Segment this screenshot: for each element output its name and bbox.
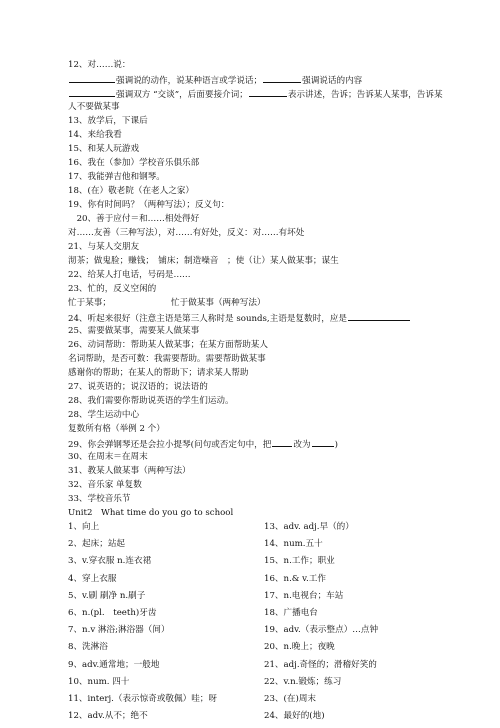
item-30: 30、在周末＝在周末 [68, 452, 148, 462]
item-25: 25、需要做某事，需要某人做某事 [68, 326, 200, 336]
fill-blank[interactable] [312, 438, 334, 447]
vocab-item: 11、interj.（表示惊奇或敬佩）哇；呀 [68, 693, 217, 704]
fill-blank[interactable] [272, 438, 292, 447]
item-20-continued: 对……友善（三种写法），对……有好处，反义：对……有坏处 [68, 228, 305, 238]
item-17: 17、我能弹吉他和钢琴。 [68, 172, 165, 182]
vocab-item: 19、adv.（表示整点）…点钟 [264, 625, 379, 636]
item-16: 16、我在（参加）学校音乐俱乐部 [68, 158, 200, 168]
item-33: 33、学校音乐节 [68, 494, 131, 504]
change-to: 改为 [293, 440, 311, 450]
fill-blank[interactable] [263, 74, 301, 83]
busy-with-something: 忙于某事； [68, 298, 111, 308]
vocab-item: 3、v.穿衣服 n.连衣裙 [68, 556, 152, 567]
sounds-note: 24、听起来很好（注意主语是第三人称时是 sounds,主语是复数时，应是 [68, 314, 347, 324]
vocab-item: 20、n.晚上；夜晚 [264, 642, 335, 653]
item-20: 20、善于应付＝和……相处得好 [68, 214, 200, 224]
fill-blank[interactable] [249, 88, 287, 97]
item-26-phrases: 感谢你的帮助；在某人的帮助下；请求某人帮助 [68, 368, 249, 378]
plural-possessive: 复数所有格（举例 2 个） [68, 424, 165, 434]
vocab-right-column [264, 522, 378, 728]
close-paren: ) [334, 440, 338, 450]
item-12-title: 12、对……说： [68, 60, 131, 70]
vocab-item: 2、起床；站起 [68, 539, 126, 550]
item-12-continued: 人不要做某事 [68, 102, 120, 112]
vocab-item: 1、向上 [68, 522, 100, 532]
help-noun-text: 名词帮助，是否可数：我需要帮助。需要帮助做某事 [68, 354, 266, 364]
vocab-item: 13、adv. adj.早（的） [264, 522, 354, 532]
item-28: 28、我们需要你帮助说英语的学生们运动。 [68, 396, 234, 406]
item-13: 13、放学后，下课后 [68, 116, 148, 126]
vocab-item: 22、v.n.锻炼；练习 [264, 676, 342, 687]
vocab-item: 16、n.& v.工作 [264, 573, 326, 584]
item-26: 26、动词帮助：帮助某人做某事；在某方面帮助某人 [68, 340, 268, 350]
vocab-item: 10、num. 四十 [68, 676, 130, 687]
item-18: 18、(在）敬老院（在老人之家） [68, 186, 195, 196]
item-26-noun [68, 354, 266, 365]
item-21: 21、与某人交朋友 [68, 242, 140, 252]
item-15: 15、和某人玩游戏 [68, 144, 140, 154]
talk-note: 强调双方 “交谈”，后面要接介词； [116, 90, 248, 100]
vocab-item: 14、num.五十 [264, 539, 323, 550]
item-32: 32、音乐家 单复数 [68, 480, 142, 490]
vocab-item: 8、洗淋浴 [68, 642, 108, 653]
vocab-item: 5、v.刷 刷净 n.刷子 [68, 590, 146, 601]
item-27: 27、说英语的；说汉语的；说法语的 [68, 382, 208, 392]
item-31: 31、教某人做某事（两种写法） [68, 466, 191, 476]
vocab-left-column [68, 522, 217, 728]
item-22: 22、给某人打电话，号码是…… [68, 270, 191, 280]
speak-note: 强调说的动作，说某种语言或学说话； [116, 76, 263, 86]
vocab-item: 6、n.(pl. teeth)牙齿 [68, 607, 157, 618]
piano-violin-note: 29、你会弹钢琴还是会拉小提琴(问句或否定句中，把 [68, 440, 272, 450]
item-23: 23、忙的，反义空闲的 [68, 284, 157, 294]
item-24 [68, 312, 411, 325]
item-12-talk-tell-line [68, 88, 443, 101]
item-19: 19、你有时间吗？（两种写法）；反义句： [68, 200, 230, 210]
vocab-item: 21、adj.奇怪的；滑稽好笑的 [264, 659, 377, 670]
vocab-item: 23、(在)周末 [264, 693, 317, 704]
vocab-item: 17、n.电视台；车站 [264, 590, 344, 601]
vocab-item: 18、广播电台 [264, 607, 318, 618]
vocab-item: 4、穿上衣服 [68, 573, 117, 584]
item-23-continued [68, 298, 266, 309]
item-29 [68, 438, 338, 451]
item-12-speak-talk-line [68, 74, 362, 87]
busy-doing-something: 忙于做某事（两种写法） [170, 298, 266, 308]
say-note: 强调说话的内容 [302, 76, 363, 86]
fill-blank[interactable] [69, 74, 115, 83]
vocab-item: 12、adv.从不；绝不 [68, 711, 148, 722]
vocab-item: 15、n.工作；职业 [264, 556, 335, 567]
item-14: 14、来给我看 [68, 130, 122, 140]
fill-blank[interactable] [69, 88, 115, 97]
item-28-center: 28、学生运动中心 [68, 410, 140, 420]
fill-blank[interactable] [348, 312, 410, 321]
tell-note: 表示讲述，告诉；告诉某人某事，告诉某 [287, 90, 443, 100]
item-21-phrases: 沏茶；做鬼脸；赚钱； 铺床；制造噪音 ；使（让）某人做某事；谋生 [68, 256, 339, 266]
vocab-item: 7、n.v 淋浴;淋浴器（间） [68, 625, 170, 636]
vocab-item: 24、最好的(地) [264, 711, 325, 722]
unit-2-heading: Unit2 What time do you go to school [68, 508, 234, 518]
vocab-item: 9、adv.通常地；一般地 [68, 659, 160, 670]
